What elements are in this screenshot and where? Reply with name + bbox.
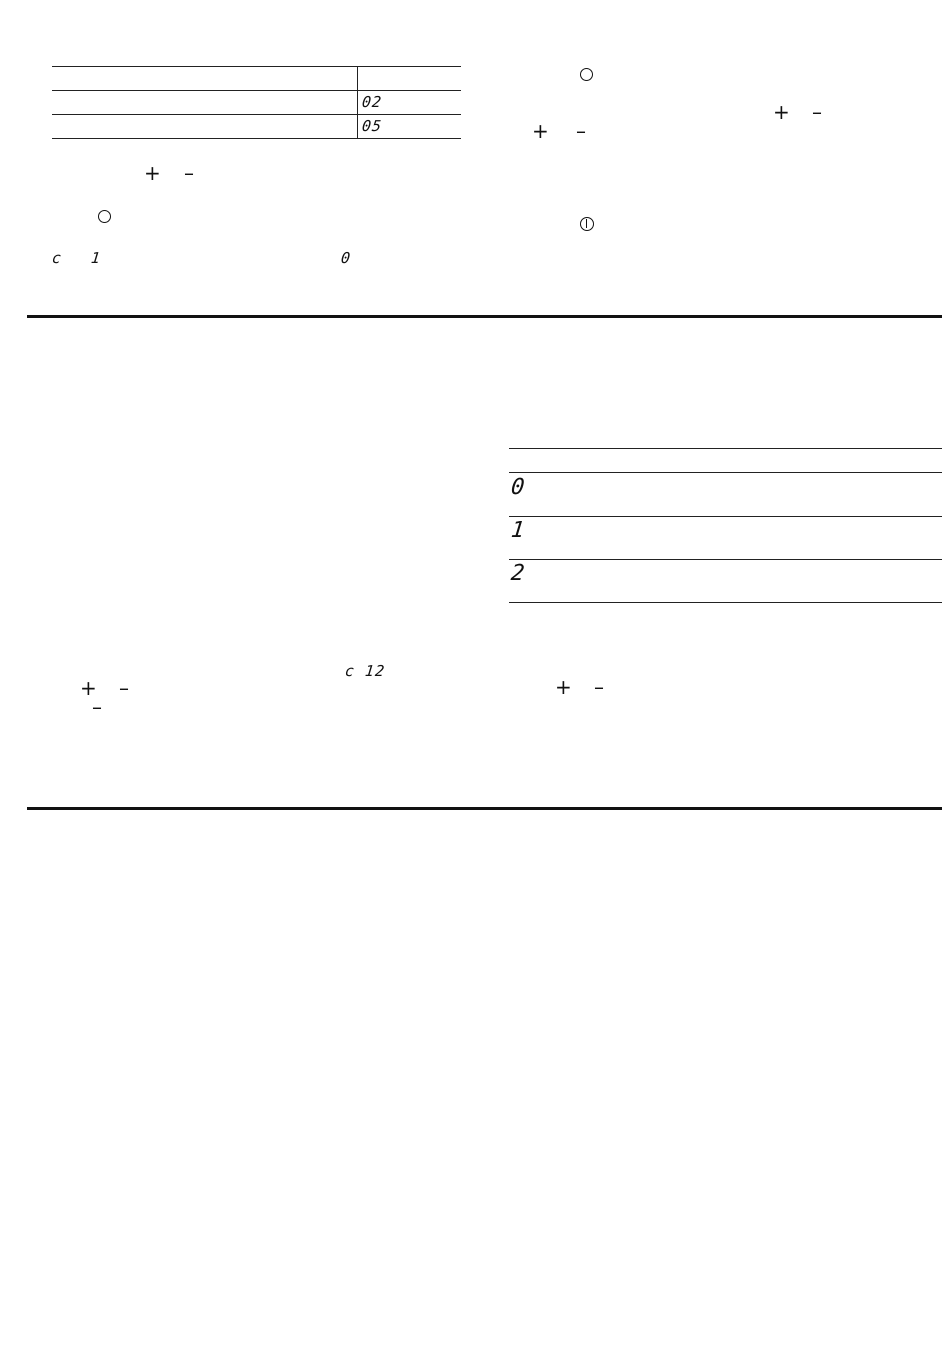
display-c: c [51, 249, 63, 267]
table-value-05: 05 [361, 117, 384, 135]
table-row-divider [52, 114, 461, 115]
section-divider [27, 315, 942, 318]
table-bottom-border [52, 138, 461, 139]
minus-icon: – [594, 675, 604, 699]
plus-icon: + [773, 100, 790, 124]
table-column-divider [357, 66, 358, 138]
plus-icon: + [555, 675, 572, 699]
display-0: 0 [340, 249, 352, 267]
table-top-border [52, 66, 461, 67]
display-1: 1 [90, 249, 102, 267]
minus-icon: – [812, 100, 822, 124]
table-bottom-border [509, 602, 942, 603]
display-c12: c 12 [344, 662, 387, 680]
plus-icon: + [80, 676, 97, 700]
table-row-divider [52, 90, 461, 91]
plus-icon: + [532, 119, 549, 143]
minus-icon: – [119, 676, 129, 700]
table-top-border [509, 448, 942, 449]
table-value-0: 0 [509, 475, 527, 500]
table-value-2: 2 [509, 561, 527, 586]
minus-icon: – [184, 161, 194, 185]
section-divider [27, 807, 942, 810]
power-icon [580, 217, 594, 231]
circle-icon [98, 210, 111, 223]
table-value-1: 1 [509, 518, 527, 543]
table-row-divider [509, 559, 942, 560]
plus-icon: + [144, 161, 161, 185]
table-row-divider [509, 516, 942, 517]
circle-icon [580, 68, 593, 81]
table-value-02: 02 [361, 93, 384, 111]
minus-icon: – [576, 119, 586, 143]
table-row-divider [509, 472, 942, 473]
minus-icon: – [92, 695, 102, 719]
